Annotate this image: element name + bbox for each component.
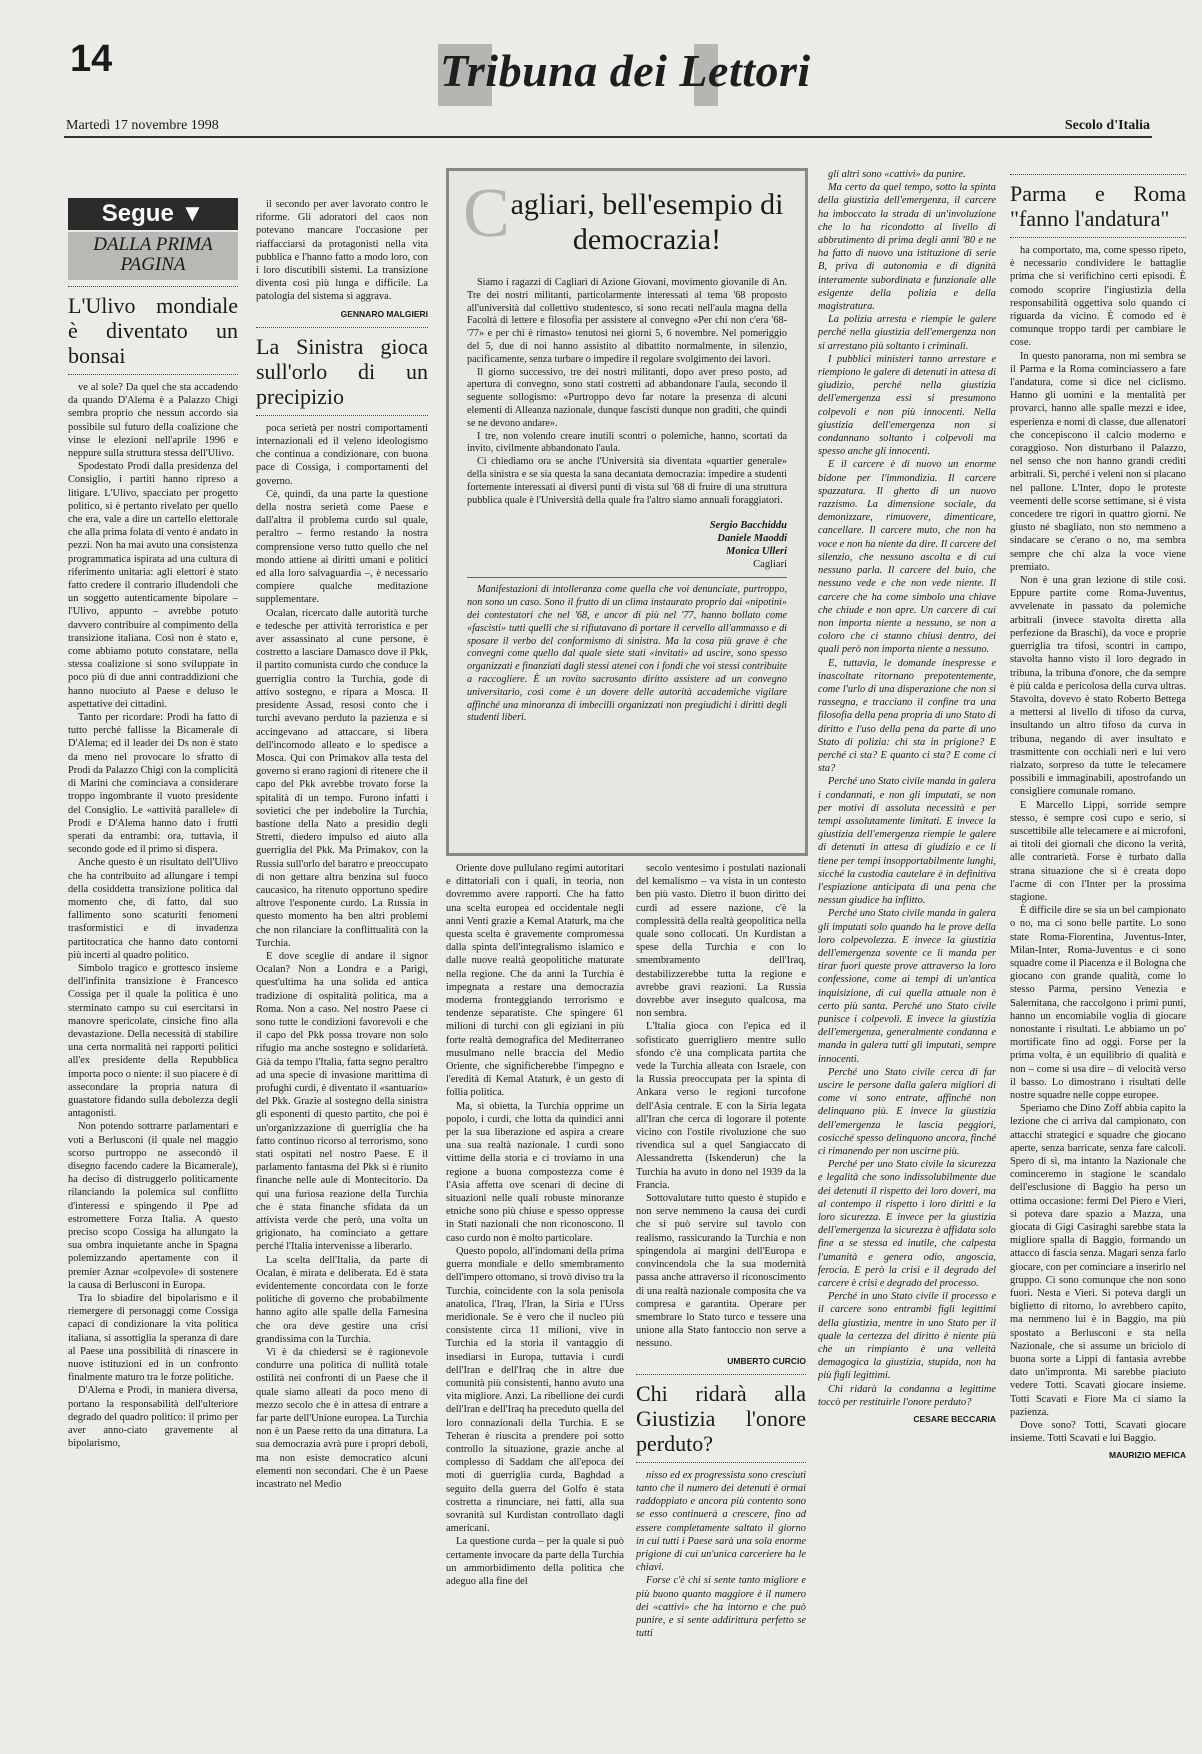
divider (68, 286, 238, 287)
paragraph: Perché per uno Stato civile la sicurezza e legalità che sono indissolubilmente due dei detenuti il rispetto dei loro doveri, ma al contempo il rispetto i loro diritti e la loro sicurezza. E invece per la giustizia dell'emergenza la sicurezza è affidata solo fine a se stessa ed inutile, che calpesta l'umanità e genera odio, angoscia, ferocia. E però la crisi e il degrado del carcere è crisi e degrado del processo. (818, 1159, 996, 1290)
paragraph: Anche questo è un risultato dell'Ulivo che ha contribuito ad allungare i tempi della cosiddetta transizione politica dal momento che, di fatto, dal suo fallimento sono scaturiti fenomeni trasformistici e di invadenza partitocratica che hanno dato contorni più incerti al quadro politico. (68, 857, 238, 961)
column-5 (818, 168, 996, 1720)
paragraph: I tre, non volendo creare inutili scontri o polemiche, hanno, scortati da invito, civilmente abbandonato l'aula. (467, 430, 787, 455)
paragraph: il secondo per aver lavorato contro le riforme. Gli adoratori del caos non potevano mancare l'occasione per riaffacciarsi da protagonisti nella vita pubblica e l'hanno fatto a modo loro, con i loro discutibili sistemi. La transizione diventa così più lunga e difficile. La patologia del sistema si aggrava. (256, 199, 428, 303)
paragraph: Chi ridarà la condanna a legittime toccò per restituirle l'onore perduto? (818, 1383, 996, 1408)
paragraph: Non potendo sottrarre parlamentari e voti a Berlusconi (il quale nel maggio scorso purtroppo ne assecondò il disegno facendo cadere la Bicamerale), ha deciso di distruggerlo politicamente rilanciando la polemica sul conflitto d'interessi e spingendo il Ppe ad estrometterе Forza Italia. A questo preciso scopo Cossiga ha allungato la sua ombra inquietante anche in Spagna polemizzando apertamente con il premier Aznar «colpevole» di sostenere la causa di Berlusconi in Europa. (68, 1121, 238, 1291)
signature: Daniele Maoddi (717, 533, 787, 545)
paragraph: D'Alema e Prodi, in maniera diversa, portano la responsabilità dell'ulteriore degrado del quadro politico: il primo per aver anno-ciato gravemente al bipolarismo, (68, 1385, 238, 1450)
paragraph: I pubblici ministeri tanno arrestare e riempiono le galere di detenuti in attesa di giudizio, perché nella giustizia dell'emergenza essi si presumono colpevoli e non più innocenti. Nella giustizia dell'emergenza non si condannano soltanto i colpevoli ma spesso anche gli innocenti. (818, 353, 996, 458)
column-1 (68, 198, 238, 1718)
paragraph: Cè, quindi, da una parte la questione della nostra serietà come Paese e dall'altra il problema curdo sul quale, peraltro – fermo restando la nostra comprensione verso tutto quello che nel mondo attiene ai diritti umani e politici ed alla loro salvaguardia –, è necessario compiere qualche meditazione supplementare. (256, 488, 428, 606)
segue-label: Segue ▼ (68, 198, 238, 230)
paragraph: Oriente dove pullulano regimi autoritari e dittatoriali con i quali, in teoria, non dovremmo avere rapporti. Che ha fatto una scelta europea ed occidentale negli anni Venti grazie a Kemal Ataturk, ma che questa scelta è gravemente compromessa dalla spinta dell'integralismo islamico e dalle nuove realtà geopolitiche maturate nella regione. Che da anni la Turchia è impegnata a restare una democrazia moderna fronteggiando terrorismo e tendenze separatiste. Che spingere 61 milioni di turchi con gli egiziani in più forte realtà demografica del Mediterraneo musulmano nelle braccia del Medio Oriente, che significherebbe l'impegno e l'eredità di Kemal Ataturk, è un gesto di follia politica. (446, 863, 624, 1099)
paragraph: secolo ventesimo i postulati nazionali del kemalismo – va vista in un contesto ben più vasto. Dietro il buon diritto dei curdi ad essere nazione, c'è la complessità della realtà geopolitica nella quale sono collocati. Un Kurdistan a spese della Turchia e con lo smembramento dell'Iraq, destabilizzerebbe tutta la regione e avrebbe gravi reazioni. La Russia dovrebbe aver inseguto qualcosa, ma non sembra. (636, 863, 806, 1020)
drop-cap: C (463, 175, 510, 252)
paragraph: nisso ed ex progressista sono cresciuti tanto che il numero dei detenuti è ormai raddoppiato e ancora più contento sono se esso continuerà a crescere, fino ad essere completamente saltato il giorno in cui tutti i Paese sarà una sola enorme prigione di cui un'unica carceriere ha le chiavi. (636, 1469, 806, 1574)
paragraph: È difficile dire se sia un bel campionato o no, ma ci sono belle partite. Lo sono state Roma-Fiorentina, Juventus-Inter, Milan-Inter, Roma-Juventus e ci sono squadre come il Piacenza e il Bologna che giocano con grande qualità, come lo stesso Parma, persino Venezia e Salernitana, che raccolgono i primi punti, hanno un encomiabile voglia di giocare nonostante i risultati. Le abbiamo un po' mortificate fino ad oggi. Forse per la prima volta, è un equilibrio di qualità e non – come si usa dire – di velocità verso il basso. Lo dimostrano i risultati delle nostre squadre nelle coppe europee. (1010, 905, 1186, 1101)
paragraph: Perché uno Stato civile manda in galera gli imputati solo quando ha le prove della loro colpevolezza. E invece la giustizia dell'emergenza sovente ce li manda per tirar fuori queste prove attraverso la loro confessione, come ai tempi di un'antica inquisizione, di cui quella attuale non è certo più santa. Perché uno Stato civile punisce i colpevoli. E invece la giustizia dell'emergenza, generalmente condanna e manda in galera tutti gli imputati, sempre innocenti. (818, 908, 996, 1065)
column-2 (256, 198, 428, 1718)
author-byline: CESARE BECCARIA (913, 1414, 996, 1425)
divider (256, 415, 428, 416)
author-byline: GENNARO MALGIERI (340, 308, 428, 319)
newspaper-name: Secolo d'Italia (1064, 118, 1150, 133)
paragraph: Perché uno Stato civile manda in galera i condannati, e non gli imputati, se non per motivi di assoluta necessità e per tempi assolutamente limitati. E invece la giustizia dell'emergenza riempie le galere di detenuti in attesa di giudizio e ce li tiene per tempi insopportabilmente lunghi, sicché la custodia cautelare è in definitiva l'espiazione anticipata di una pena che nessun giudice ha inflitto. (818, 776, 996, 907)
article-headline-giustizia: Chi ridarà alla Giustizia l'onore perduto? (636, 1380, 806, 1456)
article-headline-sinistra: La Sinistra gioca sull'orlo di un precipizio (256, 333, 428, 409)
paragraph: E il carcere è di nuovo un enorme bidone per l'immondizia. Il carcere spazzatura. Il ghetto di un nuovo razzismo. La dimensione sociale, da demonizzare, rimuovere, dimenticare, cancellare. Il carcere muto, che non ha voce e non ha niente da dire. Il carcere del silenzio, che nessuno ascolta e di cui nessuno parla. Il carcere del buio, che nessuno vede e che non vede niente. Il carcere che ha come simbolo una chiave che chiude e non apre. Un carcere di cui non importa niente a nessuno, se non a coloro che ci stanno chiusi dentro, dei quali però non importa niente a nessuno. (818, 459, 996, 656)
article-headline-parma-roma: Parma e Roma "fanno l'andatura" (1010, 181, 1186, 231)
paragraph: Ma, si obietta, la Turchia opprime un popolo, i curdi, che lotta da quindici anni per la sua liberazione ed aspira a creare una sua realtà nazionale. I curdi sono vittime della storia e ci troviamo in una regione a buona compostezza come è l'Asia affetta ove scenari di decine di situazioni nelle quali robuste minoranze etniche sono più chiuse e spesso oppresse in Stati nazionali che non riconoscono. Il caso curdo non è molto particolare. (446, 1100, 624, 1244)
paragraph: Spodestato Prodi dalla presidenza del Consiglio, i partiti hanno ripreso a litigare. L'Ulivo, spacciato per progetto politico, si è pertanto rivelato per quello che era, vale a dire un cartello elettorale che alla prima folata di vento è andato in pezzi. Non ha mai avuto una consistenza programmatica ispirata ad una cultura di riferimento unitaria: agli elettori è stato fatto credere il contrario illudendoli che un soggetto autenticamente bipolare – l'Ulivo, appunto – avrebbe potuto davvero contribuire al compimento della transizione italiana. Così non è stato e, come abbiamo potuto constatare, nella stessa coalizione si sono sviluppate in poco più di due anni contraddizioni che hanno nuociuto al Paese e deluso le aspettative dei cittadini. (68, 461, 238, 710)
paragraph: Forse c'è chi si sente tanto migliore e più buono quanto maggiore è il numero dei «cattivi» che ha intorno e che può punire, e si sente addirittura perfetto se tutti (636, 1575, 806, 1640)
divider (68, 374, 238, 375)
paragraph: gli altri sono «cattivi» da punire. (828, 169, 966, 180)
paragraph: ha comportato, ma, come spesso ripeto, è necessario condividere le battaglie prima che si verifichino certi episodi. È comodo scoprire l'ingiustizia della responsabilità oggettiva solo quando ci riguarda da vicino. È comodo ed è comunque troppo tardi per cambiare le cose. (1010, 245, 1186, 349)
signature: Sergio Bacchiddu (709, 520, 787, 532)
paragraph: Ci chiediamo ora se anche l'Università sia diventata «quartier generale» della sinistra e se sia questa la sana decantata democrazia: impedire a studenti fortemente interessati ai diversi punti di vista sul '68 di fruire di una struttura pubblica quale è l'Università della quale fra l'altro siamo annuali foraggiatori. (467, 456, 787, 506)
paragraph: Ma certo da quel tempo, sotto la spinta della giustizia dell'emergenza, il carcere ha imboccato la strada di un'involuzione che lo ha ricondotto al livello di abbrutimento di prima degli anni '80 e ne ha fatto di nuovo una istituzione di serie B, priva di autonomia e di dignità interamente subordinata e funzionale alle esigenze della polizia e della magistratura. (818, 182, 996, 313)
author-byline: MAURIZIO MEFICA (1109, 1450, 1186, 1461)
author-byline: UMBERTO CURCIO (727, 1355, 806, 1366)
column-6 (1010, 168, 1186, 1720)
section-title: Tribuna dei Lettori (440, 45, 811, 96)
dalla-prima-pagina-label: DALLA PRIMA PAGINA (68, 232, 238, 280)
paragraph: Il giorno successivo, tre dei nostri militanti, dopo aver preso posto, ad apertura di convegno, sono stati costretti ad abbandonare l'aula, secondo il seguente sollogismo: «Purtroppo devo far notare la presenza di alcuni elementi di Alleanza nazionale, dunque fascisti dunque non graditi, che quindi se ne devono andare». (467, 366, 787, 429)
paragraph: Perché uno Stato civile cerca di far uscire le persone dalla galera migliori di come vi sono entrate, affinché non delinquano più. E invece la giustizia dell'emergenza le lascia peggiori, cosicché spesso delinquono ancora, finché ci rimanendo per non uscirne più. (818, 1066, 996, 1158)
divider (636, 1462, 806, 1463)
divider (467, 577, 787, 578)
signature: Monica Ulleri (726, 546, 787, 558)
letter-headline: agliari, bell'esempio di democrazia! (510, 188, 784, 256)
paragraph: Speriamo che Dino Zoff abbia capito la lezione che ci arriva dal campionato, con attacchi strategici e squadre che giocano aperte, senza barricate, senza fare calcoli. Spero di sì, ma intanto la Nazionale che cominceremo in stagione le scandalo dell'esclusione di Baggio ha perso un ottima occasione: fermi Del Piero e Vieri, si poteva dare spazio a Mazza, una giocata di Gigi Casiraghi sarebbe stata la migliore spalla di Baggio, formando un attacco di fascia senza. Magari senza farlo giocare, con per cominciare a inserirlo nel gruppo. Ci sono comunque che non sono fuori. Nesta e Vieri. Si poteva dargli un biglietto di ritorno, lo avrebbero capito, ma nemmeno lui è in Baggio, ma più spostato a Berlusconi e sta nella Nazionale, che si assume un briciolo di buona sorte a Lippi di fantasia avrebbe dato un'impronta. Mi sarebbe piaciuto vedere Totti. Scavati giocare insieme. Totti Scavati e Fiore Ma ci siamo la pazienza. (1010, 1103, 1186, 1418)
paragraph: E, tuttavia, le domande inespresse e inascoltate ritornano prepotentemente, come l'urlo di una disperazione che non si rassegna, e tracciano il confine tra una filosofia della pena propria di uno Stato di diritto e l'uso della pena da parte di uno Stato di polizia: chi sta in prigione? E perché ci sta? E quanto ci sta? E come ci sta? (818, 657, 996, 775)
signature-city: Cagliari (753, 559, 787, 571)
editor-reply: Manifestazioni di intolleranza come quella che voi denunciate, purtroppo, non sono un caso. Sono il frutto di un clima instaurato proprio dai «nipotini» dei contestatori che nel '68, e ancor di più nel '77, hanno bollato come «fascisti» tutti quelli che si rifiutavano di portare il cervello all'ammasso e di sposare il verbo del conformismo di sinistra. Ma la cosa più grave è che convegni come quello dal quale siete stati «invitati» ad uscire, sono spesso organizzati e finanziati dagli stessi atenei con i fondi che voi stessi contribuite a raccogliere. È un rovito sacrosanto diritto assistere ad un convegno universitario, così come è un dovere delle autorità accademiche vigilare affinché una minoranza di imbecilli organizzati non pregiudichi i diritti degli studenti liberi. (467, 584, 787, 724)
page-number: 14 (70, 38, 113, 80)
letter-body (467, 277, 787, 725)
paragraph: La scelta dell'Italia, da parte di Ocalan, è mirata e deliberata. Ed è stata evidentemente concordata con le forze politiche di governo che probabilmente hanno agito alle spalle della Farnesina che ora deve gestire una crisi grandissima con la Turchia. (256, 1254, 428, 1345)
paragraph: Ocalan, ricercato dalle autorità turche e tedesche per attività terroristica e per aver assassinato al cune persone, è costretto a lasciare Damasco dove il Pkk, il partito comunista curdo che conduce la guerriglia contro la Turchia, gode di attivo sostegno, e ripara a Mosca. Il presidente Assad, resosi conto che i turchi avevano perduto la pazienza e si accingevano ad attaccare, si libera dell'incomodo alleato e lo spedisce a Mosca. Qui con Primakov alla testa del governo si erano ragioni di ritenere che il capo del Pkk avrebbe trovato forse la spitalità di un tempo. Furono infatti i sovietici che per indebolire la Turchia, bastione della Nato a presidio degli Stretti, diedero impulso ed aiuto alla guerriglia del Pkk. Ma Primakov, con la Russia sull'orlo del baratro e preoccupato di non gettare altra benzina sul fuoco caucasico, ha ritenuto opportuno spedire altrove l'esponente curdo. La Russia in questo momento ha ben altri problemi che non rilanciare la conflittualità con la Turchia. (256, 607, 428, 949)
letter-box-cagliari (446, 168, 808, 856)
paragraph: La polizia arresta e riempie le galere perché nella giustizia dell'emergenza non si arrestano più soltanto i criminali. (818, 314, 996, 352)
paragraph: Tanto per ricordare: Prodi ha fatto di tutto perché fallisse la Bicamerale di D'Alema; ed il leader dei Ds non è stato da meno nel provocare lo sfratto di Prodi da Palazzo Chigi con la complicità di Marini che cominciava a considerare troppo ingombrante il vuoto presidente del Consiglio. Le «attività parallele» di Prodi e D'Alema hanno dato i frutti sperati da entrambi: ora, tuttavia, il secondo gode ed il primo si dispera. (68, 712, 238, 856)
divider (256, 327, 428, 328)
signatures (467, 519, 787, 571)
column-4-lower (636, 862, 806, 1718)
paragraph: Siamo i ragazzi di Cagliari di Azione Giovani, movimento giovanile di An. Tre dei nostri militanti, particolarmente interessati al tema '68 proposto all'università dal collettivo studentesco, si sono recati nell'aula magna della Facoltà di lettere e filosofia per assistere al convegno «Per chi non c'era '68-'77» e per chi è rimasto» tenutosi nei giorni 5, 6 novembre. Nel pomeriggio del 5, due di noi hanno assistito al dibattito normalmente, in silenzio, pacificamente, senza turbare o impedire il regolare svolgimento dei lavori. (467, 277, 787, 365)
issue-date: Martedì 17 novembre 1998 (66, 118, 219, 133)
paragraph: Sottovalutare tutto questo è stupido e non serve nemmeno la causa dei curdi che si può servire sul tavolo con realismo, rassicurando la Turchia e non spingendola ai margini dell'Europa e convincendola che la sua modernità passa anche attraverso il riconoscimento di una realtà nazionale composita che va compresa e garantita. Operare per smembrare lo Stato turco e tessere una unione alla Stato fantoccio non serve a nessuno. (636, 1193, 806, 1350)
paragraph: Simbolo tragico e grottesco insieme dell'infinita transizione è Francesco Cossiga per il quale la politica è uno sterminato campo su cui esercitarsi in manovre spericolate, cinsiche fino alla devastazione. Della necessità di stabilire una certa normalità nei rapporti politici all'ex presidente della Repubblica importa poco o niente: il suo piacere è di assecondare la propria natura di guastatore fidando sulla debolezza degli antagonisti. (68, 962, 238, 1120)
box-title-wrap (463, 175, 791, 265)
paragraph: Tra lo sbiadire del bipolarismo e il riemergere di personaggi come Cossiga capaci di condizionare la vita politica italiana, si assottiglia la speranza di dare al Paese una possibilità di rinascere in nuove istituzioni ed in un confronto finalmente maturo tra le forze politiche. (68, 1293, 238, 1384)
article-headline-ulivo: L'Ulivo mondiale è diventato un bonsai (68, 293, 238, 368)
paragraph: ve al sole? Da quel che sta accadendo da quando D'Alema è a Palazzo Chigi sembra proprio che nessun accordo sia possibile sul futuro della coalizione che vinse le elezioni nell'aprile 1996 e neppure sulla struttura stessa dell'Ulivo. (68, 382, 238, 460)
paragraph: Perché in uno Stato civile il processo e il carcere sono entrambi figli legittimi della giustizia, mentre in uno Stato per il quale la certezza del diritto è niente più che un rimpianto è una velleità demagogica la giustizia, stupida, non ha più figli legittimi. (818, 1291, 996, 1382)
paragraph: In questo panorama, non mi sembra se il Parma e la Roma cominciassero a fare l'andatura, come si dice nel ciclismo. Hanno gli uomini e la mentalità per provarci, hanno alle spalle mezzi e idee, esperienza e nomi di classe, due allenatori che concepiscono il calcio moderno e coraggioso. Non disturbano il Palazzo, nel senso che non hanno grandi crediti arbitrali. Sì, perché i veleni non si placano nel pallone. L'Inter, dopo le proteste veementi delle scorse settimane, si è vista concedere tre rigori in quattro giorni. Ne giusto né sbagliato, non sto nemmeno a sindacare se c'erano o no, ma sembra sempre che chi alza la voce viene premiato. (1010, 350, 1186, 573)
paragraph: E Marcello Lippi, sorride sempre stesso, è sempre così cupo e serio, si suscettibile alle telecamere e ai microfoni, ai titoli dei giornali che dicono la verità, alle contrarietà. Forse è turbato dalla strana situazione che si è creata dopo l'acme di con l'Inter per la prossima stagione. (1010, 799, 1186, 903)
header-rule (64, 136, 1152, 138)
paragraph: Non è una gran lezione di stile così. Eppure partite come Roma-Juventus, avvelenate in passato da polemiche arbitrali (invece stavolta diretta alla perfezione da Braschi), da voce e proprie guerriglia tra tifosi, scontri in campo, stavolta hanno visto il loro degrado in tribuna, la tribuna d'onore, che da sempre è più calda e pericolosa della curva ultras. Stavolta, dovevo è stato Roberto Bettega a mettersi al livello di tifoso da curva, insultando un altro tifoso da curva in tribuna, negando di aver insultato e trasmittente con occhiali neri e lui vero rialzato, sorpreso da tutte le telecamere possibili e immaginabili, apostrofando un consigliere comunale romano. (1010, 575, 1186, 798)
paragraph: La questione curda – per la quale si può certamente invocare da parte della Turchia un ammorbidimento della politica che adeguo alla fine del (446, 1536, 624, 1587)
paragraph: L'Italia gioca con l'epica ed il sofisticato guerrigliero mentre sullo sfondo c'è una complicata partita che vede la Turchia alleata con Israele, con la Russia preoccupata per la spinta di Ankara verso le regioni turcofone dell'Asia centrale. E con la Siria legata all'Iran che cerca di logorare il potente vicino con l'ostile rivoluzione che suo rivendica sul a quel Sangiaccato di Alessandretta (Iskenderun) che la Turchia ha avuto in dono nel 1939 da la Francia. (636, 1021, 806, 1191)
divider (1010, 174, 1186, 175)
paragraph: E dove sceglie di andare il signor Ocalan? Non a Londra e a Parigi, quest'ultima ha una solida ed antica tradizione di ospitalità politica, ma a Roma. Non a caso. Nel nostro Paese ci sono tutte le condizioni favorevoli e che il capo del Pkk possa trovare non solo rifugio ma anche sostegno e solidarietà. Già da tempo l'Italia, fatta segno peraltro ad una specie di invasione marittima di profughi curdi, è diventato il «santuario» del Pkk. Grazie al sostegno della sinistra gli esponenti di questo partito, che poi è un'organizzazione di guerriglia che ha fatto continuo ricorso al terrorismo, sono stati ospitati nel nostro Paese. E il parlamento fantasma del Pkk si è riunito finanche nelle aule di Montecitorio. Da qui una furiosa reazione della Turchia che è stata finanche sfidata da un attivista verde che però, una volta un grigionato, ha cominciato a gettare perché l'Italia intervenisse a liberarlo. (256, 950, 428, 1253)
paragraph: poca serietà per nostri comportamenti internazionali ed il veleno ideologismo che continua a condizionare, con buona pace di Cossiga, i comportamenti del governo. (256, 422, 428, 487)
paragraph: Dove sono? Totti, Scavati giocare insieme. Totti Scavati e lui Baggio. (1010, 1420, 1186, 1445)
paragraph: Questo popolo, all'indomani della prima guerra mondiale e dello smembramento dell'impero ottomano, si trovò diviso tra la Turchia, coincidente con la sola penisola anatolica, l'Iraq, l'Iran, la Siria e l'Urss meridionale. Se è vero che il nucleo più consistente circa 11 milioni, vive in Turchia ed la storia il vantaggio di insediarsi in Europa, tuttavia i curdi dell'Iran e dell'Iraq che in altre due comunità più consistenti, hanno avuto una vita migliore. Anzi. La ribellione dei curdi dell'Iran e dell'Iraq ha preceduto quella del loro connazionali della Turchia. E se Teheran è riuscita a prendere poi sotto controllo la situazione, grazie anche al complesso di Saddam che all'epoca dei moti di guerriglia curda, Baghdad a seguito della guerra del Golfo è stata costretta a rinunciare, nei fatti, alla sua sovranità sul Kurdistan controllato dagli americani. (446, 1245, 624, 1535)
paragraph: Vi è da chiedersi se è ragionevole condurre una politica di nullità totale ostilità nei confronti di un Paese che il quale siamo alleati da poco meno di mezzo secolo che è in attesa di entrare a far parte dell'Unione europea. La Turchia non è un Paese retto da una dittatura. La sua democrazia avrà pure i propri deboli, ma non esiste democratico alcuni elementi non secondari. Che è un Paese incastrato nel Medio (256, 1347, 428, 1491)
divider (636, 1374, 806, 1375)
column-3-lower (446, 862, 624, 1718)
divider (1010, 237, 1186, 238)
